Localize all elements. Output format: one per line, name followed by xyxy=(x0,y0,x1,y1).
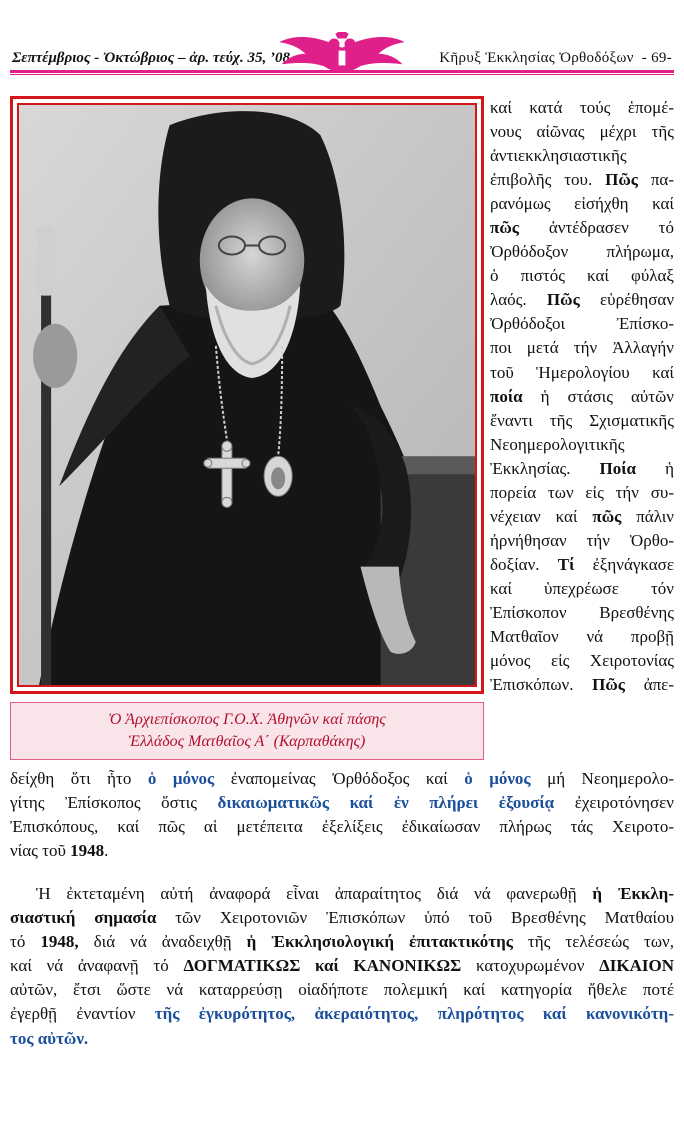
photo-caption xyxy=(10,702,484,760)
emphasis: πῶς xyxy=(592,506,622,526)
text-line: καί ὑπεχρέωσε τόν xyxy=(490,578,674,598)
emphasis-blue: ὁ μόνος xyxy=(464,769,531,788)
text-line: Ἐκκλησίας. Ποία ἡ xyxy=(490,458,674,478)
emphasis: 1948 xyxy=(70,841,105,861)
text-line: ὁ πιστός καί φύλαξ xyxy=(490,266,674,286)
text-line: δοξίαν. Τί ἐξηνάγκασε xyxy=(490,554,674,574)
archbishop-portrait-image xyxy=(19,105,475,685)
emphasis-blue: τος αὐτῶν. xyxy=(10,1028,89,1048)
text-line: ἐπιβολῆς του. Πῶς πα- xyxy=(490,170,675,190)
emphasis: ΔΟΓΜΑΤΙΚΩΣ καί ΚΑΝΟΝΙΚΩΣ xyxy=(183,956,462,976)
text-line: καί κατά τούς ἑπομέ- xyxy=(490,98,674,117)
text-line: γίτης Ἐπίσκοπος ὅστις δικαιωματικῶς καί ἐν πλήρει ἐξουσίᾳ ἐχειροτόνησεν xyxy=(10,793,674,813)
header-rule xyxy=(10,70,674,73)
text-line: σιαστική σημασία τῶν Χειροτονιῶν Ἐπισκόπων ὑπό τοῦ Βρεσθένης Ματθαίου xyxy=(10,908,675,928)
page-number: - 69- xyxy=(641,50,672,66)
text-line: ἐγερθῇ ἐναντίον τῆς ἐγκυρότητος, ἀκεραιότητος, πληρότητος καί κανονικότη- xyxy=(10,1004,674,1024)
text-line: ἠρνήθησαν τήν Ὀρθο- xyxy=(490,530,674,550)
portrait-frame xyxy=(10,96,484,694)
paragraph-1 xyxy=(10,767,674,863)
text-line: μόνος εἰς Χειροτονίας xyxy=(490,651,674,671)
text-line: νέχειαν καί πῶς πάλιν xyxy=(490,506,674,526)
text-line: πῶς ἀντέδρασεν τό xyxy=(490,218,674,238)
text-line: νίας τοῦ 1948. xyxy=(10,841,109,861)
emphasis: Ποία xyxy=(599,458,637,478)
text-line: αὐτῶν, ἔτσι ὥστε νά καταρρεύσῃ οἱαδήποτε πολεμική καί κατηγορία ἤθελε ποτέ xyxy=(10,980,674,1000)
right-column-text xyxy=(490,96,674,697)
emphasis: 1948, xyxy=(40,932,79,952)
text-line: νους αἰῶνας μέχρι τῆς xyxy=(490,122,674,142)
text-line: καί νά ἀναφανῇ τό ΔΟΓΜΑΤΙΚΩΣ καί ΚΑΝΟΝΙΚΩΣ κατοχυρωμένον ΔΙΚΑΙΟΝ xyxy=(10,956,674,976)
text-line: πορεία των εἰς τήν συ- xyxy=(490,482,674,502)
text-line: ἔναντι τῆς Σχισματικῆς xyxy=(490,410,674,430)
emphasis: ἡ Ἐκκλη- xyxy=(592,884,674,903)
publication-title xyxy=(439,50,672,67)
text-line: ἀντιεκκλησιαστικῆς xyxy=(490,146,627,166)
text-line: ποι μετά τήν Ἀλλαγήν xyxy=(490,338,674,358)
emphasis-blue: δικαιωματικῶς καί ἐν πλήρει ἐξουσίᾳ xyxy=(217,793,555,813)
text-line xyxy=(10,1027,674,1051)
emphasis: Τί xyxy=(557,554,575,574)
emphasis: σιαστική σημασία xyxy=(10,908,157,928)
emphasis: Πῶς xyxy=(546,290,580,310)
text-line: Ὀρθόδοξοι Ἐπίσκο- xyxy=(490,314,674,334)
emphasis: Πῶς xyxy=(605,170,638,190)
text-line: τοῦ Ἡμερολογίου καί xyxy=(490,362,674,382)
text-line: Ἐπίσκοπον Βρεσθένης xyxy=(490,602,674,622)
text-line: Ματθαῖον νά προβῇ xyxy=(490,627,674,647)
text-line: ποία ἡ στάσις αὐτῶν xyxy=(490,386,674,406)
text-line: δείχθη ὅτι ἦτο ὁ μόνος ἐναπομείνας Ὀρθόδοξος καί ὁ μόνος μή Νεοημερολο- xyxy=(10,769,674,788)
text-line: Ὀρθόδοξον πλήρωμα, xyxy=(490,242,674,262)
publication-name: Κῆρυξ Ἐκκλησίας Ὀρθοδόξων xyxy=(439,50,634,66)
emphasis-blue: τῆς ἐγκυρότητος, ἀκεραιότητος, πληρότητος καί κανονικότη- xyxy=(154,1004,674,1024)
text-line: λαός. Πῶς εὑρέθησαν xyxy=(490,290,674,310)
header-rule-thin xyxy=(10,74,674,75)
paragraph-2 xyxy=(10,882,674,1051)
page-header xyxy=(10,36,674,76)
caption-line-1: Ὁ Ἀρχιεπίσκοπος Γ.Ο.Χ. Ἀθηνῶν καί πάσης xyxy=(108,711,386,728)
issue-info: Σεπτέμβριος - Ὀκτώβριος – ἀρ. τεύχ. 35, ’08 xyxy=(12,50,290,66)
emphasis: Πῶς xyxy=(592,675,625,695)
text-line: Ἐπισκόπους, καί πῶς αἱ μετέπειτα ἐξελίξεις ἐδικαίωσαν πλήρως τάς Χειροτο- xyxy=(10,817,674,837)
text-line: Νεοημερολογιτικῆς xyxy=(490,434,625,454)
text-line: ρανόμως εἰσήχθη καί xyxy=(490,194,674,214)
emphasis-blue: ὁ μόνος xyxy=(147,769,215,788)
portrait-photo xyxy=(17,103,477,687)
emphasis: ἡ Ἐκκλησιολογική ἐπιτακτικότης xyxy=(246,932,513,952)
emphasis: πῶς xyxy=(490,218,519,238)
emphasis: ΔΙΚΑΙΟΝ xyxy=(599,956,674,976)
text-line: Ἡ ἐκτεταμένη αὐτή ἀναφορά εἶναι ἀπαραίτητος διά νά φανερωθῇ ἡ Ἐκκλη- xyxy=(36,884,674,903)
caption-line-2: Ἑλλάδος Ματθαῖος Α΄ (Καρπαθάκης) xyxy=(128,733,366,750)
emphasis: ποία xyxy=(490,386,523,406)
text-line: Ἐπισκόπων. Πῶς ἀπε- xyxy=(490,675,674,695)
text-line: τό 1948, διά νά ἀναδειχθῇ ἡ Ἐκκλησιολογική ἐπιτακτικότης τῆς τελέσεώς των, xyxy=(10,932,674,952)
